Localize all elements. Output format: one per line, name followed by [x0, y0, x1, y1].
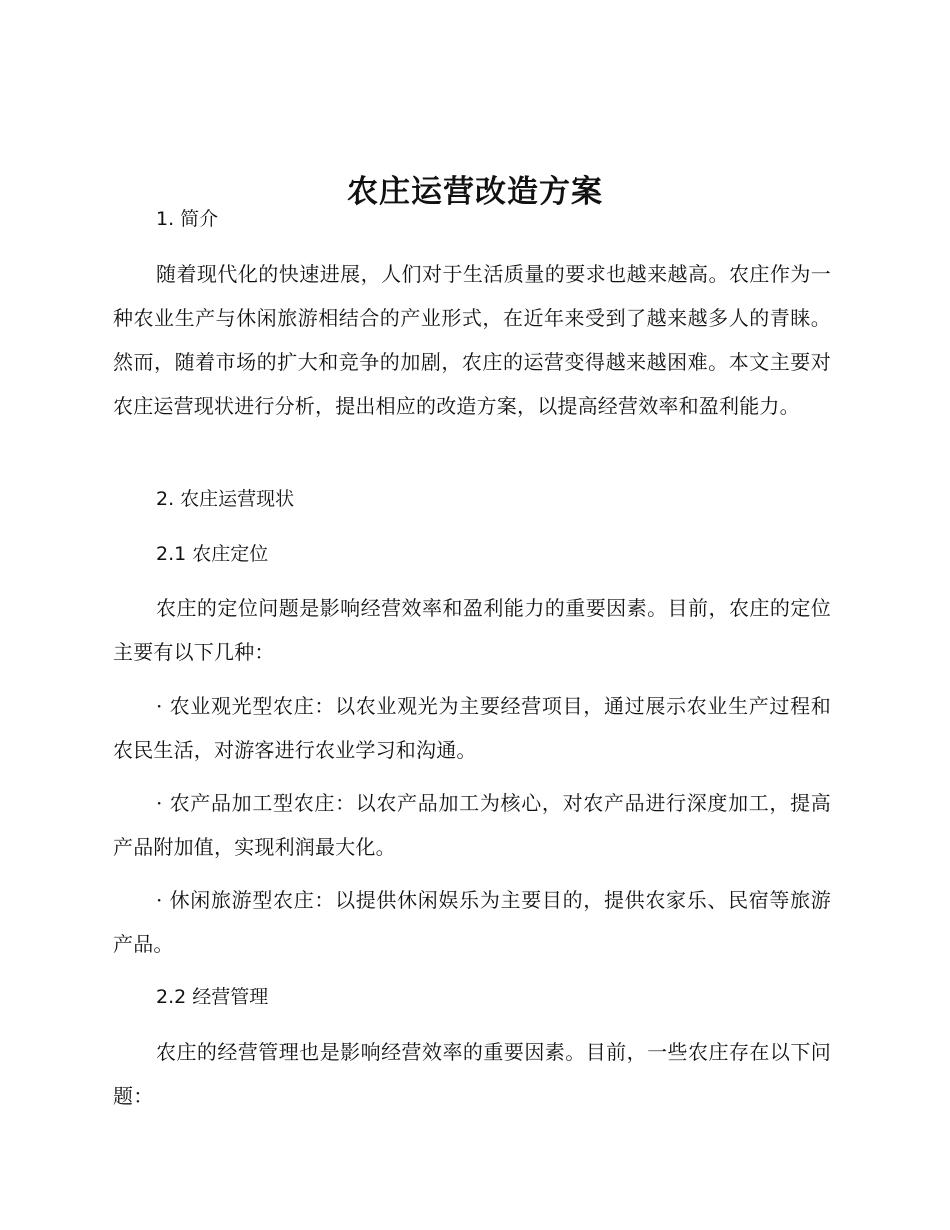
list-item: · 农业观光型农庄：以农业观光为主要经营项目，通过展示农业生产过程和农民生活，对游客进行农业学习和沟通。 — [113, 694, 831, 762]
document-title: 农庄运营改造方案 — [347, 173, 603, 210]
section-heading-intro: 1. 简介 — [156, 208, 219, 230]
list-item: · 休闲旅游型农庄：以提供休闲娱乐为主要目的，提供农家乐、民宿等旅游产品。 — [113, 888, 831, 956]
list-item: · 农产品加工型农庄：以农产品加工为核心，对农产品进行深度加工，提高产品附加值，实现利润最大化。 — [113, 791, 831, 859]
intro-paragraph: 随着现代化的快速进展，人们对于生活质量的要求也越来越高。农庄作为一种农业生产与休闲旅游相结合的产业形式，在近年来受到了越来越多人的青睐。然而，随着市场的扩大和竞争的加剧，农庄的运营变得越来越困难。本文主要对农庄运营现状进行分析，提出相应的改造方案，以提高经营效率和盈利能力。 — [113, 262, 831, 418]
positioning-paragraph: 农庄的定位问题是影响经营效率和盈利能力的重要因素。目前，农庄的定位主要有以下几种： — [113, 596, 831, 664]
section-heading-status: 2. 农庄运营现状 — [156, 488, 295, 510]
management-paragraph: 农庄的经营管理也是影响经营效率的重要因素。目前，一些农庄存在以下问题： — [113, 1040, 831, 1108]
subsection-heading-positioning: 2.1 农庄定位 — [156, 543, 269, 565]
subsection-heading-management: 2.2 经营管理 — [156, 986, 269, 1008]
